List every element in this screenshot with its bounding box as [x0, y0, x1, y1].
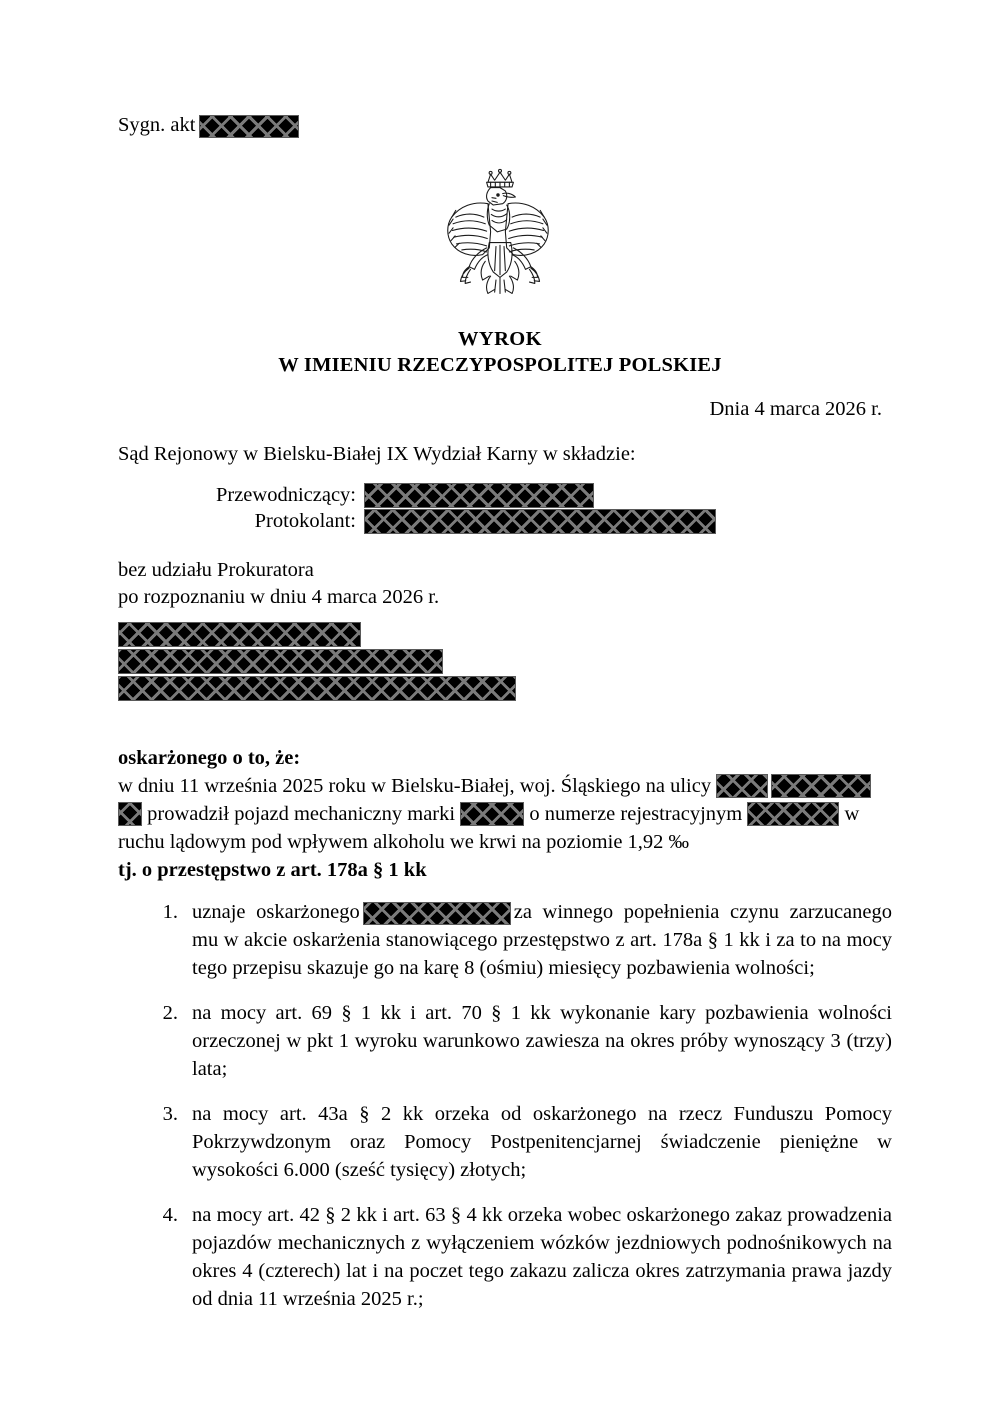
ruling-text: na mocy art. 69 § 1 kk i art. 70 § 1 kk wykonanie kary pozbawienia wolności orzeczonej w pkt 1 wyroku warunkowo zawiesza na okres próby wynoszący 3 (trzy) lata; — [192, 1002, 892, 1080]
list-item — [140, 898, 892, 982]
accusation-block — [118, 744, 882, 884]
redaction-street-name-part-2 — [771, 774, 871, 798]
page-subtitle: W IMIENIU RZECZYPOSPOLITEJ POLSKIEJ — [278, 354, 722, 376]
preamble-block — [118, 557, 439, 611]
redaction-defendant-name-ruling-1 — [363, 902, 511, 925]
redaction-street-name-part-1 — [716, 774, 768, 798]
accusation-line-2 — [118, 800, 882, 828]
judgment-title-block — [0, 326, 1000, 378]
ruling-number: 4. — [162, 1204, 178, 1226]
accusation-heading: oskarżonego o to, że: — [118, 747, 301, 769]
case-reference-label: Sygn. akt — [118, 114, 196, 136]
redaction-registration-number — [747, 802, 839, 826]
prosecutor-line: bez udziału Prokuratora — [118, 559, 314, 581]
accusation-line-3: ruchu lądowym pod wpływem alkoholu we krwi na poziomie 1,92 ‰ — [118, 831, 690, 853]
redaction-defendant-line-3 — [118, 676, 516, 701]
ruling-1-text-after: za winnego popełnienia czynu zarzucanego mu w akcie oskarżenia stanowiącego przestępstwo z art. 178a § 1 kk i za to na mocy tego przepisu skazuje go na karę 8 (ośmiu) miesięcy pozbawienia wolności; — [192, 901, 892, 979]
recorder-label: Protokolant: — [254, 510, 356, 532]
redaction-presiding-judge-name — [364, 483, 594, 508]
accusation-qualification: tj. o przestępstwo z art. 178a § 1 kk — [118, 859, 427, 881]
presiding-judge-label: Przewodniczący: — [215, 484, 356, 506]
ruling-1-text-before: uznaje oskarżonego — [192, 901, 360, 923]
ruling-text: na mocy art. 43a § 2 kk orzeka od oskarżonego na rzecz Funduszu Pomocy Pokrzywdzonym oraz Pomocy Postpenitencjarnej świadczenie pieniężne w wysokości 6.000 (sześć tysięcy) złotych; — [192, 1103, 892, 1181]
case-reference-line — [118, 113, 299, 138]
redaction-vehicle-make — [460, 802, 524, 826]
redaction-defendant-line-2 — [118, 649, 443, 674]
accusation-line-2-text-b: o numerze rejestracyjnym — [529, 803, 743, 825]
ruling-number: 2. — [162, 1002, 178, 1024]
list-item — [140, 999, 892, 1083]
redaction-case-reference — [199, 115, 299, 138]
judgment-date: Dnia 4 marca 2026 r. — [709, 398, 882, 420]
ruling-number: 1. — [162, 901, 178, 923]
accusation-line-1 — [118, 772, 882, 800]
page-title: WYROK — [458, 328, 542, 350]
accusation-line-1-text: w dniu 11 września 2025 roku w Bielsku-Białej, woj. Śląskiego na ulicy — [118, 775, 712, 797]
redaction-recorder-name — [364, 509, 716, 534]
hearing-date-line: po rozpoznaniu w dniu 4 marca 2026 r. — [118, 586, 440, 608]
redaction-defendant-line-1 — [118, 622, 361, 647]
court-composition-line: Sąd Rejonowy w Bielsku-Białej IX Wydział Karny w składzie: — [118, 443, 636, 465]
ruling-text: na mocy art. 42 § 2 kk i art. 63 § 4 kk orzeka wobec oskarżonego zakaz prowadzenia pojazdów mechanicznych z wyłączeniem wózków jezdniowych podnośnikowych na okres 4 (czterech) lat i na poczet tego zakazu zalicza okres zatrzymania prawa jazdy od dnia 11 września 2025 r.; — [192, 1204, 892, 1310]
defendant-identity-block — [118, 622, 516, 703]
rulings-list — [140, 898, 892, 1330]
panel-block — [118, 483, 818, 535]
redaction-street-number — [118, 802, 142, 826]
polish-eagle-emblem — [430, 160, 570, 305]
accusation-line-2-text-a: prowadził pojazd mechaniczny marki — [147, 803, 456, 825]
accusation-line-2-text-c: w — [844, 803, 860, 825]
ruling-text — [192, 898, 892, 982]
presiding-judge-row — [118, 483, 818, 509]
recorder-row — [118, 509, 818, 535]
list-item — [140, 1100, 892, 1184]
ruling-number: 3. — [162, 1103, 178, 1125]
list-item — [140, 1201, 892, 1313]
